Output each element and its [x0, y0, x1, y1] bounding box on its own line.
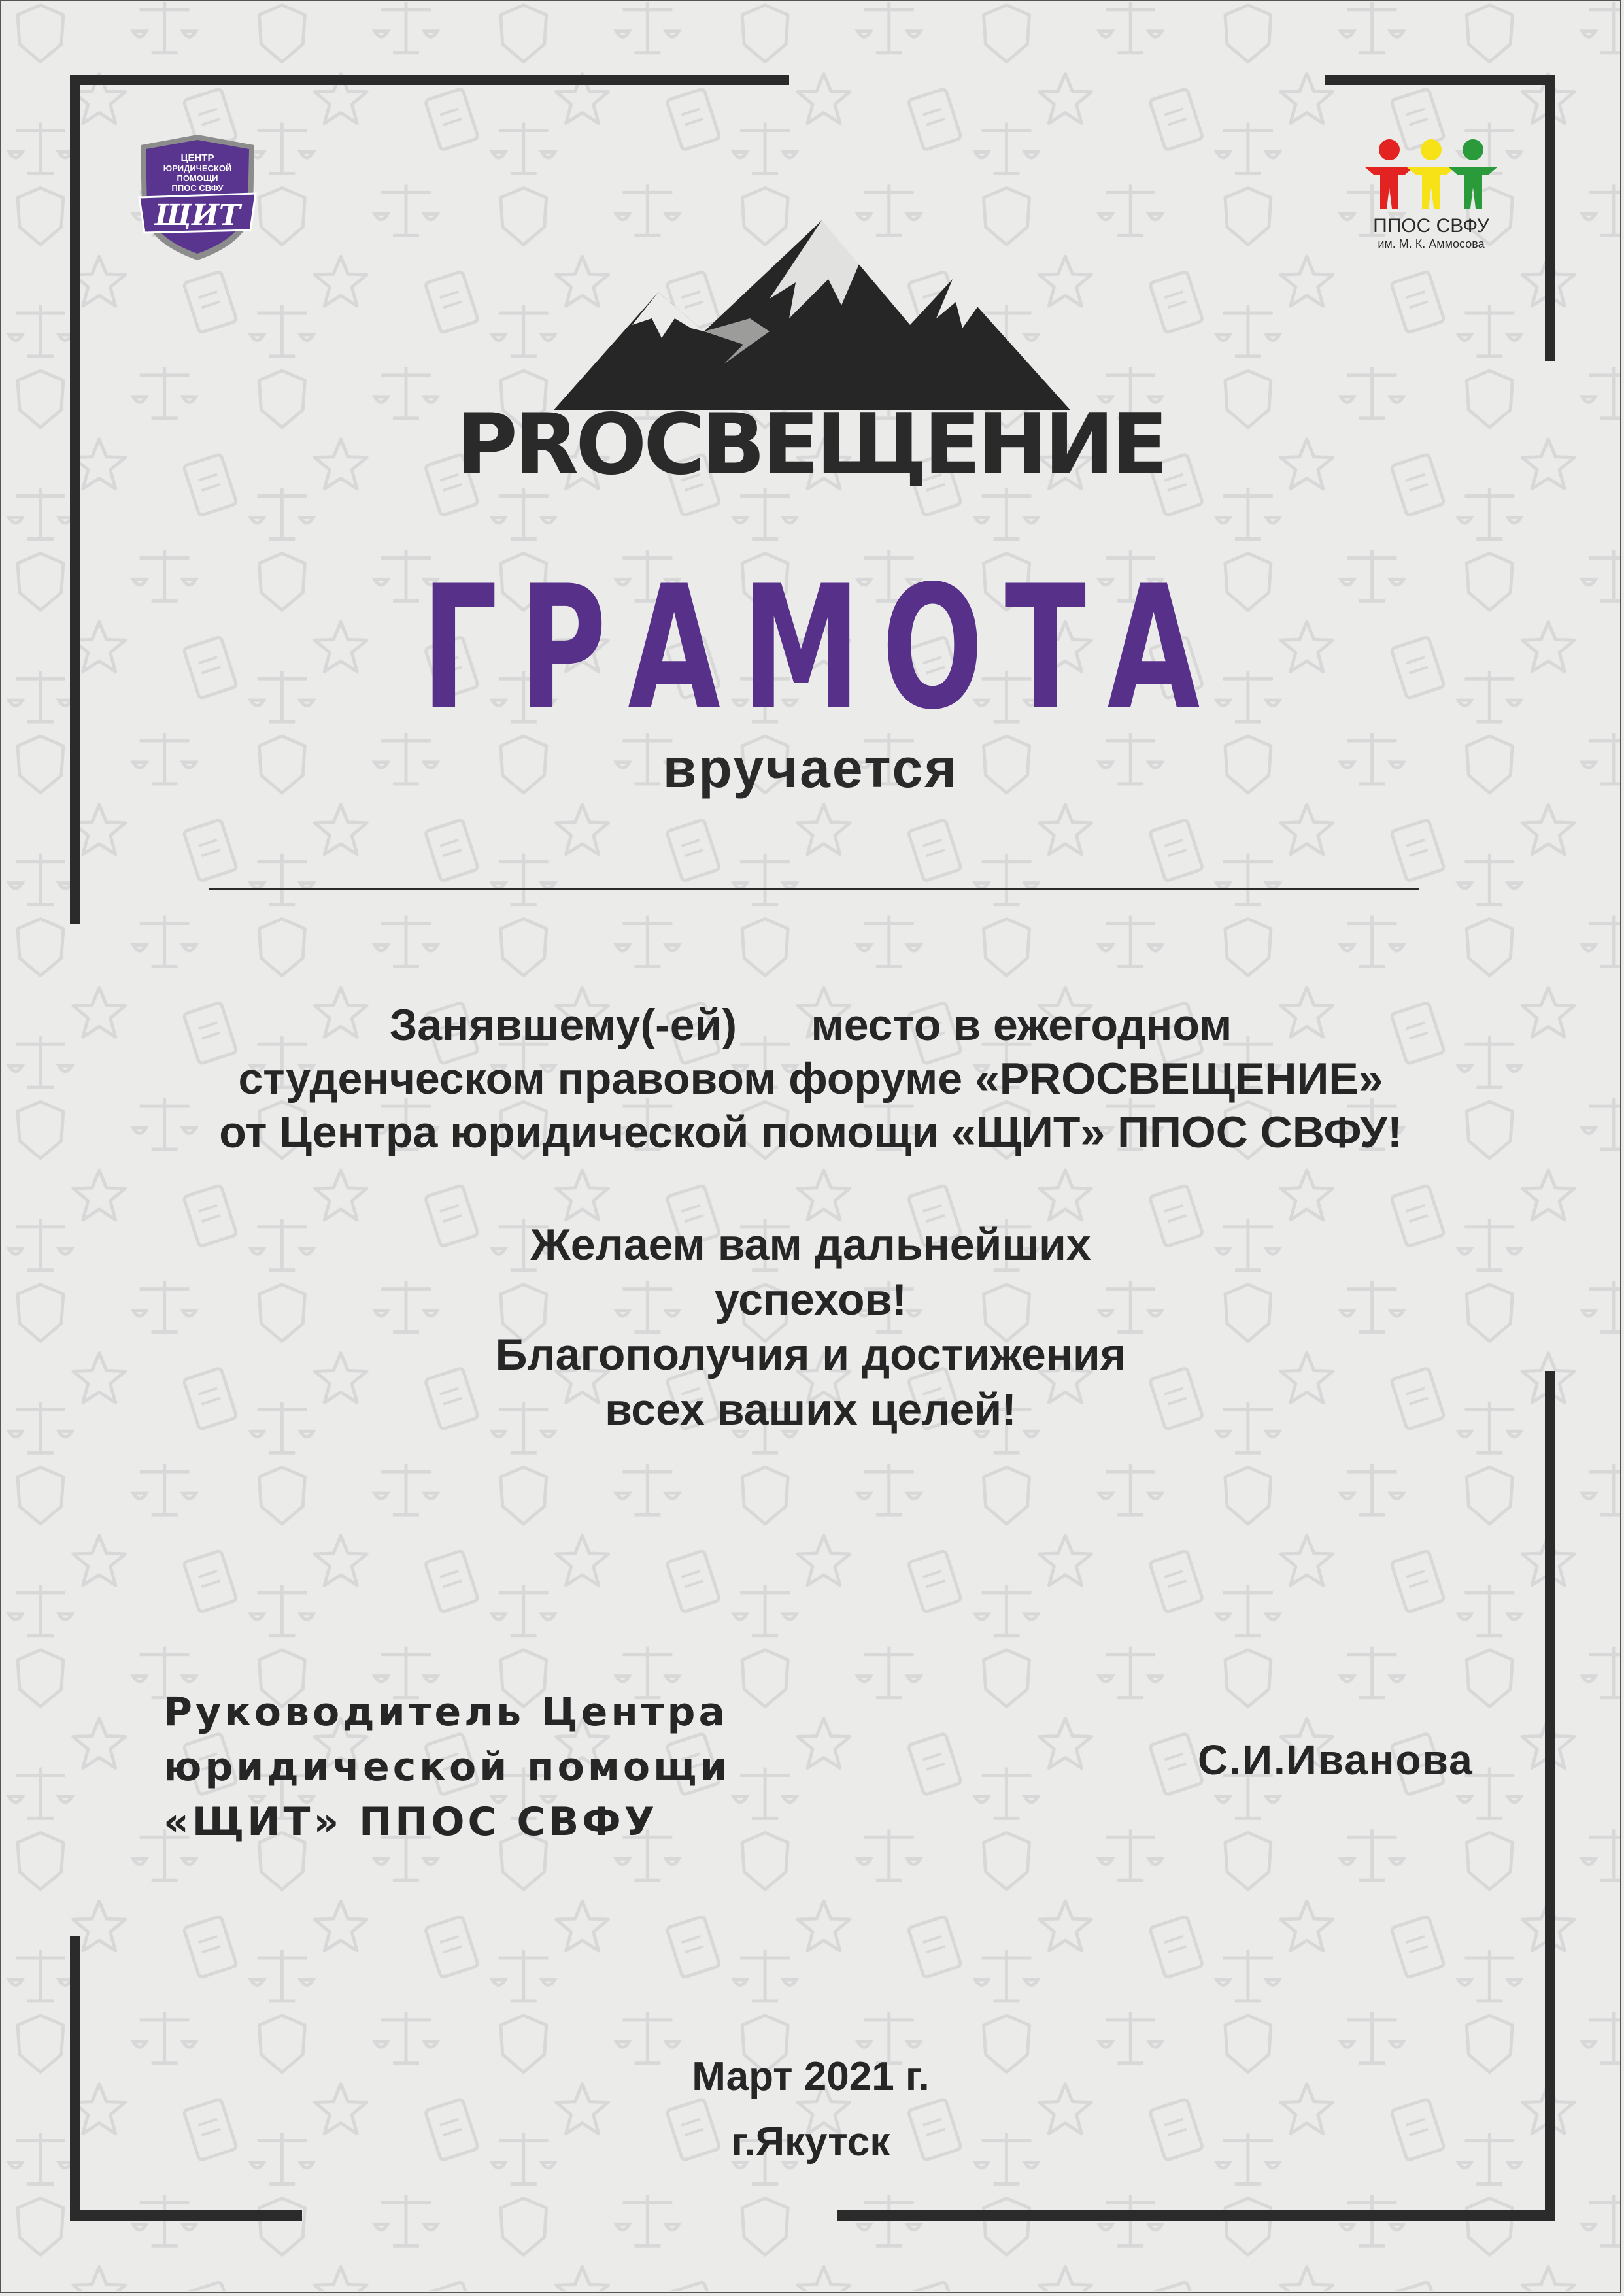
certificate-subtitle: вручается — [662, 737, 959, 799]
yellow-figure-icon — [1406, 139, 1456, 209]
signatory-role-line: «ЩИТ» ППОС СВФУ — [163, 1799, 658, 1845]
footer — [1, 2044, 1620, 2175]
award-text-line: студенческом правовом форуме «PROСВЕЩЕНИЕ» — [238, 1054, 1383, 1104]
svg-text:ППОС СВФУ: ППОС СВФУ — [1373, 215, 1489, 237]
svg-text:ПОМОЩИ: ПОМОЩИ — [177, 173, 218, 183]
ppos-svfu-logo — [1358, 135, 1515, 260]
wishes-line: Желаем вам дальнейших — [530, 1220, 1091, 1270]
frame-bottom-left-horizontal — [70, 2210, 302, 2221]
svg-text:ЮРИДИЧЕСКОЙ: ЮРИДИЧЕСКОЙ — [163, 163, 232, 173]
frame-top-right-horizontal — [1325, 75, 1555, 85]
signatory-name: С.И.Иванова — [1198, 1736, 1474, 1783]
svg-text:ЩИТ: ЩИТ — [154, 199, 241, 232]
signatory-role-line: юридической помощи — [163, 1744, 731, 1790]
wishes-line: успехов! — [714, 1275, 907, 1325]
issue-city: г.Якутск — [731, 2119, 890, 2165]
award-text-line: от Центра юридической помощи «ЩИТ» ППОС СВФУ! — [219, 1107, 1402, 1157]
certificate-title: ГРАМОТА — [421, 550, 1221, 747]
issue-date: Март 2021 г. — [692, 2054, 930, 2099]
frame-top-right-vertical — [1545, 75, 1555, 361]
wishes-line: всех ваших целей! — [605, 1385, 1017, 1434]
award-text — [1, 998, 1620, 1159]
wishes-line: Благополучия и достижения — [495, 1330, 1126, 1379]
award-text-line: Занявшему(-ей) место в ежегодном — [389, 1000, 1232, 1050]
signatory-role-line: Руководитель Центра — [163, 1689, 728, 1735]
brand-wordmark: PROСВЕЩЕНИЕ — [456, 396, 1165, 494]
svg-text:им. М. К. Аммосова: им. М. К. Аммосова — [1378, 237, 1485, 250]
wishes-text — [1, 1217, 1620, 1437]
recipient-name-line — [209, 888, 1419, 890]
svg-text:ППОС СВФУ: ППОС СВФУ — [171, 183, 224, 193]
signatory-role — [163, 1685, 730, 1849]
svg-text:ЦЕНТР: ЦЕНТР — [180, 152, 214, 163]
frame-top-left-horizontal — [70, 75, 789, 85]
shchit-shield-logo — [135, 132, 260, 263]
frame-bottom-right-horizontal — [837, 2210, 1555, 2221]
mountain-logo-icon — [554, 220, 1070, 410]
green-figure-icon — [1448, 139, 1498, 209]
red-figure-icon — [1364, 139, 1414, 209]
